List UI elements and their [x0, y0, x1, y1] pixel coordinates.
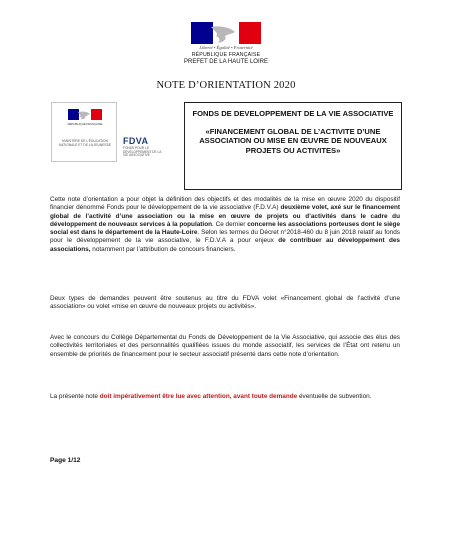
fdva-logo: FDVA	[123, 136, 149, 146]
p4-text-2: éventuelle de subvention.	[297, 393, 372, 400]
mini-marianne-icon	[68, 109, 102, 120]
paragraph-objet	[50, 196, 400, 254]
p1-text-3: . Selon les termes du Décret n°2018-460 du 8 juin 2018 relatif au fonds pour le développement de la vie associative, le F.D.V.A a pour enjeux	[50, 229, 400, 245]
paragraph-college: Avec le concours du Collège Départemental du Fonds de Développement de la Vie Associative, qui associe des élus des collectivités territoriales et des personnalités qualifiées issues du monde associatif, les services de l’État ont retenu un ensemble de priorités de financement pour le secteur associatif présenté dans cette note d’orientation.	[50, 334, 400, 358]
logo-block	[51, 102, 169, 164]
p4-text-1: La présente note	[50, 393, 100, 400]
p1-bold-2: concerne les associations porteuses dont le siège social est dans le département de la Haute-Loire	[50, 220, 400, 237]
title-box-line2: «FINANCEMENT GLOBAL DE L’ACTIVITE D’UNE ASSOCIATION OU MISE EN ŒUVRE DE NOUVEAUX PROJETS OU ACTIVITES»	[199, 126, 387, 155]
p1-text-1: Cette note d’orientation a pour objet la définition des objectifs et des modalités de la mise en œuvre 2020 du dispositif financier dénommé Fonds pour le développement de la vie associative (F.D.V.A)	[50, 196, 400, 212]
page-number: Page 1/12	[50, 457, 81, 464]
fdva-subtitle: FONDS POUR LE DÉVELOPPEMENT DE LA VIE ASSOCIATIVE	[123, 146, 162, 158]
title-box-line1: FONDS DE DEVELOPPEMENT DE LA VIE ASSOCIATIVE	[192, 109, 394, 118]
p1-text-2: . Ce dernier	[212, 220, 248, 228]
prefet-text: PREFET DE LA HAUTE LOIRE	[184, 59, 268, 65]
p1-bold-3: de contribuer au développement des associations,	[50, 237, 400, 253]
republique-francaise-text: RÉPUBLIQUE FRANÇAISE	[191, 52, 261, 58]
p1-bold-1: deuxième volet, axé sur le financement global de l’activité d’une association ou la mise en œuvre de projets ou d’activités dans le cadre du développement de nouveaux services à la population	[50, 204, 400, 228]
mini-republique-text: RÉPUBLIQUE FRANÇAISE	[67, 122, 103, 126]
devise-text: Liberté • Égalité • Fraternité	[199, 45, 253, 50]
marianne-logo	[191, 22, 261, 44]
ministere-text: MINISTÈRE DE L’ÉDUCATION NATIONALE ET DE LA JEUNESSE	[58, 139, 112, 147]
ministere-logo	[51, 102, 117, 162]
marianne-flag-icon	[191, 22, 261, 44]
page-title: NOTE D’ORIENTATION 2020	[156, 80, 296, 91]
paragraph-types-demandes: Deux types de demandes peuvent être soutenus au titre du FDVA volet «Financement global de l’activité d’une association» ou volet «mise en œuvre de nouveaux projets ou activités».	[50, 295, 400, 311]
p4-red-emphasis: doit impérativement être lue avec attention, avant toute demande	[99, 393, 298, 400]
title-box	[184, 102, 402, 190]
paragraph-lecture	[50, 393, 400, 401]
p1-text-4: notamment par l’attribution de concours financiers.	[90, 245, 236, 253]
